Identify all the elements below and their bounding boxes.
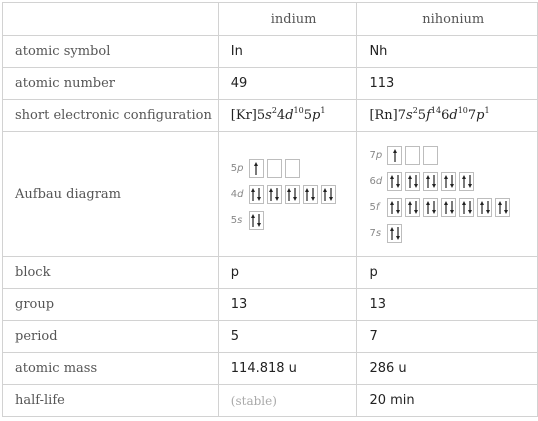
orbital-box [405, 172, 420, 191]
config-subshell-letter: p [476, 108, 485, 123]
orbital-box [249, 185, 264, 204]
subshell-label [369, 150, 383, 161]
subshell-shell-number: 5 [230, 162, 238, 174]
subshell-letter: d [375, 175, 383, 187]
config-shell-number: 5 [256, 108, 266, 123]
orbital-box [285, 159, 300, 178]
subshell-label [369, 202, 383, 213]
config-shell-number: 5 [417, 108, 427, 123]
orbital-box [387, 198, 402, 217]
spin-down-arrow-icon [450, 175, 454, 188]
subshell-label [369, 228, 383, 239]
spin-up-arrow-icon [254, 162, 258, 175]
orbital-box [267, 185, 282, 204]
orbital-box [387, 224, 402, 243]
spin-down-arrow-icon [468, 175, 472, 188]
spin-up-arrow-icon [462, 175, 466, 188]
spin-down-arrow-icon [486, 201, 490, 214]
nihonium-period: 7 [357, 321, 538, 353]
config-electron-count: 10 [293, 106, 304, 115]
subshell-letter: p [375, 149, 383, 161]
subshell-shell-number: 7 [369, 227, 376, 239]
spin-down-arrow-icon [468, 201, 472, 214]
subshell-row [231, 183, 357, 206]
row-label: block [3, 257, 219, 289]
orbital-box [441, 198, 456, 217]
orbital-box [423, 198, 438, 217]
spin-down-arrow-icon [396, 175, 400, 188]
config-electron-count: 10 [457, 106, 468, 115]
subshell-shell-number: 6 [369, 175, 376, 187]
spin-down-arrow-icon [450, 201, 454, 214]
subshell-letter: p [237, 162, 244, 174]
indium-period: 5 [218, 321, 357, 353]
orbital-box [459, 198, 474, 217]
nihonium-block: p [357, 257, 538, 289]
config-electron-count: 1 [484, 106, 490, 115]
nihonium-atomic-mass: 286 u [357, 353, 538, 385]
spin-up-arrow-icon [462, 201, 466, 214]
nihonium-atomic-number: 113 [357, 68, 538, 100]
subshell-label [231, 163, 245, 174]
subshell-shell-number: 5 [230, 214, 238, 226]
nihonium-electron-configuration [357, 100, 538, 132]
config-electron-count: 1 [320, 106, 326, 115]
config-subshell-letter: d [285, 108, 294, 123]
subshell-letter: f [375, 201, 380, 213]
subshell-row [369, 170, 537, 193]
indium-group: 13 [218, 289, 357, 321]
nihonium-half-life: 20 min [357, 385, 538, 417]
spin-down-arrow-icon [329, 188, 333, 201]
spin-down-arrow-icon [432, 175, 436, 188]
spin-down-arrow-icon [414, 201, 418, 214]
indium-electron-configuration [218, 100, 357, 132]
subshell-letter: s [237, 214, 243, 226]
subshell-letter: s [375, 227, 382, 239]
spin-up-arrow-icon [390, 175, 394, 188]
header-indium: indium [218, 3, 357, 36]
config-core: [Kr] [230, 108, 257, 123]
orbital-box [459, 172, 474, 191]
spin-up-arrow-icon [390, 201, 394, 214]
config-core: [Rn] [369, 108, 398, 123]
indium-block: p [218, 257, 357, 289]
spin-up-arrow-icon [393, 149, 397, 162]
spin-down-arrow-icon [257, 214, 261, 227]
config-subshell-letter: p [311, 108, 321, 123]
indium-half-life: (stable) [218, 385, 357, 417]
row-aufbau-diagram [3, 132, 538, 257]
orbital-box [441, 172, 456, 191]
row-label: short electronic configuration [3, 100, 219, 132]
subshell-label [231, 189, 245, 200]
spin-up-arrow-icon [408, 175, 412, 188]
spin-up-arrow-icon [480, 201, 484, 214]
row-group [3, 289, 538, 321]
spin-down-arrow-icon [275, 188, 279, 201]
spin-down-arrow-icon [396, 201, 400, 214]
config-subshell-letter: s [406, 108, 413, 123]
spin-down-arrow-icon [432, 201, 436, 214]
row-period [3, 321, 538, 353]
orbital-box [249, 159, 264, 178]
subshell-row [369, 196, 537, 219]
orbital-box [387, 172, 402, 191]
nihonium-aufbau-diagram [357, 132, 538, 257]
row-block [3, 257, 538, 289]
config-shell-number: 7 [467, 108, 477, 123]
subshell-label [369, 176, 383, 187]
config-shell-number: 5 [303, 108, 312, 123]
header-row [3, 3, 538, 36]
comparison-table [2, 2, 538, 417]
orbital-box [405, 146, 420, 165]
spin-down-arrow-icon [257, 188, 261, 201]
orbital-box [405, 198, 420, 217]
spin-up-arrow-icon [269, 188, 273, 201]
nihonium-group: 13 [357, 289, 538, 321]
row-half-life [3, 385, 538, 417]
orbital-box [477, 198, 492, 217]
row-electron-configuration [3, 100, 538, 132]
row-label: atomic symbol [3, 36, 219, 68]
spin-up-arrow-icon [408, 201, 412, 214]
config-shell-number: 4 [276, 108, 286, 123]
config-subshell-letter: s [265, 108, 272, 123]
subshell-row [369, 222, 537, 245]
row-atomic-mass [3, 353, 538, 385]
subshell-row [231, 157, 357, 180]
config-electron-count: 14 [430, 106, 442, 115]
spin-down-arrow-icon [293, 188, 297, 201]
header-empty-cell [3, 3, 219, 36]
orbital-box [249, 211, 264, 230]
row-atomic-symbol [3, 36, 538, 68]
config-shell-number: 6 [441, 108, 450, 123]
indium-atomic-symbol: In [218, 36, 357, 68]
row-atomic-number [3, 68, 538, 100]
spin-up-arrow-icon [305, 188, 309, 201]
spin-up-arrow-icon [251, 214, 255, 227]
spin-up-arrow-icon [444, 201, 448, 214]
config-subshell-letter: f [426, 108, 431, 123]
orbital-box [423, 172, 438, 191]
row-label: atomic mass [3, 353, 219, 385]
header-nihonium: nihonium [357, 3, 538, 36]
config-electron-count: 2 [412, 106, 418, 115]
row-label: half-life [3, 385, 219, 417]
spin-down-arrow-icon [396, 227, 400, 240]
config-shell-number: 7 [397, 108, 407, 123]
orbital-box [303, 185, 318, 204]
spin-up-arrow-icon [498, 201, 502, 214]
nihonium-atomic-symbol: Nh [357, 36, 538, 68]
orbital-box [387, 146, 402, 165]
config-electron-count: 2 [271, 106, 277, 115]
subshell-shell-number: 5 [369, 201, 376, 213]
spin-up-arrow-icon [251, 188, 255, 201]
spin-down-arrow-icon [414, 175, 418, 188]
spin-up-arrow-icon [444, 175, 448, 188]
subshell-letter: d [237, 188, 244, 200]
indium-atomic-mass: 114.818 u [218, 353, 357, 385]
row-label: atomic number [3, 68, 219, 100]
indium-aufbau-diagram [218, 132, 357, 257]
indium-atomic-number: 49 [218, 68, 357, 100]
orbital-box [285, 185, 300, 204]
subshell-row [231, 209, 357, 232]
orbital-box [321, 185, 336, 204]
spin-up-arrow-icon [287, 188, 291, 201]
row-label: Aufbau diagram [3, 132, 219, 257]
spin-up-arrow-icon [390, 227, 394, 240]
row-label: group [3, 289, 219, 321]
spin-up-arrow-icon [426, 175, 430, 188]
config-subshell-letter: d [449, 108, 458, 123]
orbital-box [423, 146, 438, 165]
subshell-label [231, 215, 245, 226]
spin-up-arrow-icon [426, 201, 430, 214]
spin-up-arrow-icon [323, 188, 327, 201]
subshell-row [369, 144, 537, 167]
orbital-box [495, 198, 510, 217]
subshell-shell-number: 4 [230, 188, 238, 200]
orbital-box [267, 159, 282, 178]
row-label: period [3, 321, 219, 353]
subshell-shell-number: 7 [369, 149, 376, 161]
spin-down-arrow-icon [311, 188, 315, 201]
spin-down-arrow-icon [504, 201, 508, 214]
